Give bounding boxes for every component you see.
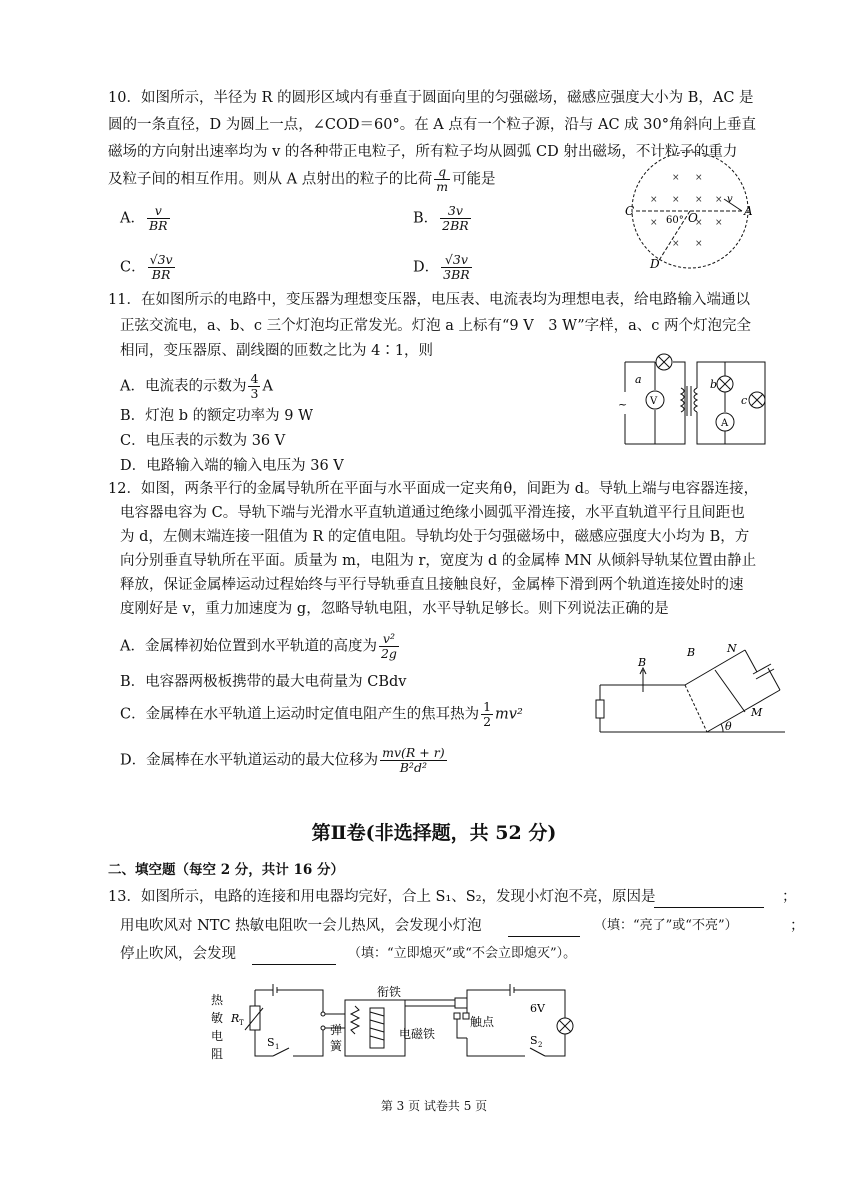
q11-option-b: B．灯泡 b 的额定功率为 9 W (120, 408, 314, 424)
rt-label-1: 热 (211, 993, 224, 1007)
rt-symbol: R (231, 1012, 240, 1025)
q12-rails-figure (595, 640, 795, 750)
svg-text:×: × (672, 239, 680, 249)
q13-line-2b: （填：“亮了”或“不亮”） (594, 918, 738, 933)
q12-line-5: 释放，保证金属棒运动过程始终与平行导轨垂直且接触良好，金属棒下滑到两个轨道连接处时的速 (120, 577, 744, 593)
q13-line-1: 13．如图所示，电路的连接和用电器均完好，合上 S₁、S₂，发现小灯泡不亮，原因是 (108, 889, 656, 905)
q12-line-6: 度刚好是 v，重力加速度为 g，忽略导轨电阻，水平导轨足够长。则下列说法正确的是 (120, 601, 669, 617)
q13-line-2a: 用电吹风对 NTC 热敏电阻吹一会儿热风，会发现小灯泡 (120, 918, 482, 934)
q12-option-c: C．金属棒在水平轨道上运动时定值电阻产生的焦耳热为 $\frac{1}{2}$ mv² (120, 699, 523, 729)
q12-option-a: A．金属棒初始位置到水平轨道的高度为 $\frac{\text{v²}}{2g}$ (120, 631, 397, 661)
s2-label: S (530, 1034, 538, 1047)
label-b-inclined: B (687, 646, 696, 659)
label-v: V (650, 396, 658, 407)
spring-label-1: 弹 (330, 1023, 343, 1037)
q11-line-3: 相同，变压器原、副线圈的匝数之比为 4∶1，则 (120, 343, 434, 359)
q10-line-3: 磁场的方向射出速率均为 v 的各种带正电粒子，所有粒子均从圆弧 CD 射出磁场，不计粒子的重力 (108, 144, 738, 160)
label-n: N (727, 642, 737, 655)
q13-line-1-end: ； (782, 889, 797, 905)
label-ammeter: A (721, 418, 729, 429)
section-part-heading: 二、填空题（每空 2 分，共计 16 分） (108, 862, 344, 878)
q10-option-c: C． $\frac{√3v}{BR}$ (120, 252, 173, 282)
svg-text:×: × (695, 239, 703, 249)
rt-subscript: T (239, 1019, 244, 1027)
label-b: b (710, 378, 718, 391)
q11-transformer-circuit (615, 350, 775, 450)
svg-text:×: × (672, 195, 680, 205)
q12-line-1: 12．如图，两条平行的金属导轨所在平面与水平面成一定夹角θ，间距为 d。导轨上端与电容器连接， (108, 481, 759, 497)
label-b-horizontal: B (638, 656, 647, 669)
q13-blank-1[interactable] (654, 893, 764, 908)
svg-text:×: × (650, 218, 658, 228)
q12-line-2: 电容器电容为 C。导轨下端与光滑水平直轨道通过绝缘小圆弧平滑连接，水平直轨道平行且间距也 (120, 505, 745, 521)
label-c: c (741, 394, 748, 407)
q10-line-4-tail: 可能是 (452, 171, 496, 188)
q12-line-3: 为 d，左侧末端连接一阻值为 R 的定值电阻。导轨均处于匀强磁场中，磁感应强度大小均为 B，方 (120, 529, 750, 545)
q12-option-b: B．电容器两极板携带的最大电荷量为 CBdv (120, 674, 407, 690)
rt-label-4: 阻 (211, 1047, 224, 1061)
q11-option-c: C．电压表的示数为 36 V (120, 433, 286, 449)
q10-line-4 (108, 165, 496, 194)
label-m: M (751, 706, 763, 719)
svg-text:×: × (650, 195, 658, 205)
q11-line-1: 11．在如图所示的电路中，变压器为理想变压器，电压表、电流表均为理想电表，给电路输入端通以 (108, 292, 750, 308)
page-footer: 第 3 页 试卷共 5 页 (380, 1099, 488, 1113)
label-c: C (625, 204, 635, 218)
svg-text:×: × (695, 173, 703, 183)
q13-blank-3[interactable] (252, 950, 336, 965)
q11-line-2: 正弦交流电，a、b、c 三个灯泡均正常发光。灯泡 a 上标有“9 V 3 W”字样，a、c 两个灯泡完全 (120, 318, 752, 334)
q10-option-b: B． $\frac{3v}{2BR}$ (413, 203, 469, 233)
label-o: O (688, 211, 698, 225)
q12-option-d: D．金属棒在水平轨道运动的最大位移为 $\frac{mv(R + r)}{\text{B²d²}}$ (120, 745, 445, 775)
q10-option-d: D． $\frac{√3v}{3BR}$ (413, 252, 470, 282)
svg-text:×: × (695, 195, 703, 205)
label-a: A (744, 204, 753, 218)
q13-line-3a: 停止吹风，会发现 (120, 946, 236, 962)
armature-label: 衔铁 (377, 985, 402, 999)
s1-label: S (267, 1036, 275, 1049)
q13-relay-circuit (205, 978, 590, 1068)
label-theta: θ (725, 720, 732, 733)
q11-option-a: A．电流表的示数为 $\frac{4}{3}$ A (120, 371, 273, 401)
svg-text:×: × (715, 218, 723, 228)
label-angle: 60° (666, 215, 684, 226)
q10-line-4-text: 及粒子间的相互作用。则从 A 点射出的粒子的比荷 (108, 171, 433, 188)
battery-label: 6V (530, 1002, 545, 1015)
q12-line-4: 向分别垂直导轨所在平面。质量为 m，电阻为 r，宽度为 d 的金属棒 MN 从倾斜导轨某位置由静止 (120, 553, 757, 569)
spring-label-2: 簧 (330, 1039, 343, 1053)
q13-line-3b: （填：“立即熄灭”或“不会立即熄灭”）。 (348, 946, 577, 961)
svg-text:×: × (695, 218, 703, 228)
q13-line-2-end: ； (790, 918, 805, 934)
svg-text:×: × (715, 195, 723, 205)
q10-magnetic-field-figure (620, 150, 760, 270)
rt-label-2: 敏 (211, 1011, 224, 1025)
svg-text:×: × (672, 173, 680, 183)
q10-option-a: A． $\frac{v}{BR}$ (120, 203, 168, 233)
q10-line-2: 圆的一条直径，D 为圆上一点，∠COD＝60°。在 A 点有一个粒子源，沿与 AC 成 30°角斜向上垂直 (108, 117, 756, 133)
s1-subscript: 1 (275, 1043, 280, 1051)
rt-label-3: 电 (211, 1029, 224, 1043)
section-title: 第Ⅱ卷(非选择题，共 52 分) (311, 822, 557, 844)
q10-line-1: 10．如图所示，半径为 R 的圆形区域内有垂直于圆面向里的匀强磁场，磁感应强度大小为 B，AC 是 (108, 90, 754, 106)
electromagnet-label: 电磁铁 (399, 1027, 436, 1041)
label-v: v (727, 194, 733, 205)
label-source: ~ (618, 398, 628, 411)
contact-label: 触点 (470, 1015, 495, 1029)
s2-subscript: 2 (538, 1041, 543, 1049)
q13-blank-2[interactable] (508, 922, 580, 937)
label-a: a (635, 373, 642, 386)
charge-mass-ratio: $\frac{q}{m}$ (436, 164, 449, 194)
q11-option-d: D．电路输入端的输入电压为 36 V (120, 458, 344, 474)
label-d: D (650, 257, 660, 270)
